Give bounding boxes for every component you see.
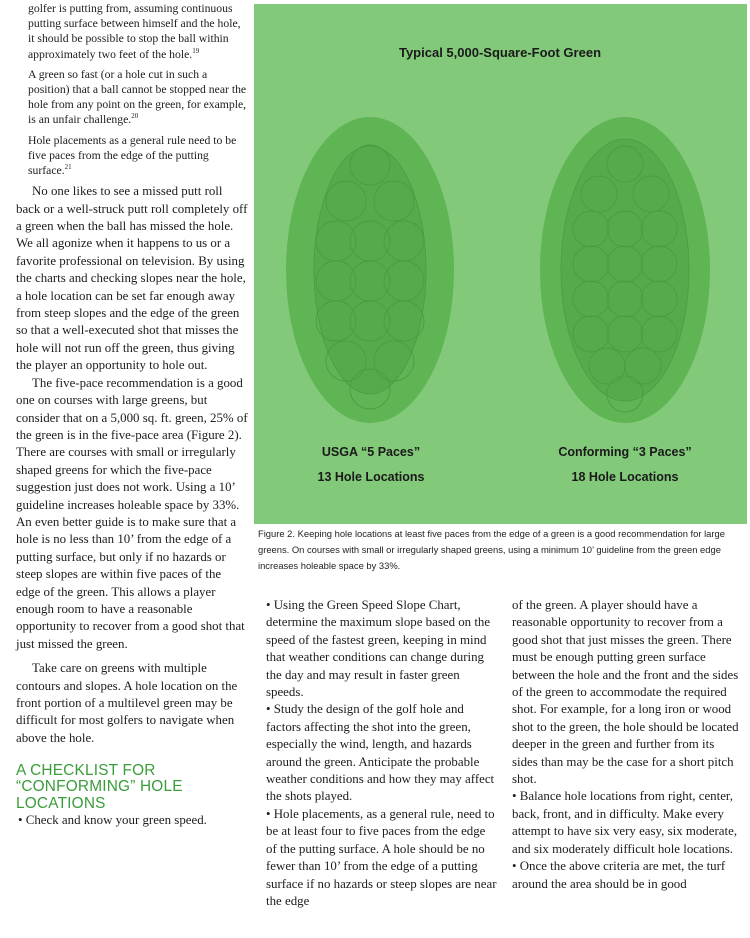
text-paragraph: The five-pace recommendation is a good one on courses with large greens, but consider that on a 5,000 sq. ft. green, 25% of the green is in the five-pace area (Figure 2). There are courses with small or irregularly shaped greens for which the five-pace suggestion just does not work. Using a 10’ guideline increases holeable space by 33%. An even better guide is to make sure that a hole is no less than 10’ from the edge of a putting surface, but only if no hazards or steep slopes are within five paces of the edge of the green. This allows a player enough room to have a reasonable opportunity to recover from a good shot that just missed the green. <box>16 375 248 651</box>
footnote-ref: 20 <box>131 112 139 121</box>
text-paragraph: A green so fast (or a hole cut in such a position) that a ball cannot be stopped near the hole from any point on the green, for example, is an unfair challenge.$^{20}$ <box>28 67 247 127</box>
checklist-item: • Study the design of the golf hole and factors affecting the shot into the green, especially the wind, length, and hazards around the green. Anticipate the probable weather conditions and how they may affect the shots played. <box>262 701 498 805</box>
checklist-item: • Using the Green Speed Slope Chart, determine the maximum slope based on the speed of the fastest green, keeping in mind that weather conditions can change during the day and may result in faster green speeds. <box>262 597 498 701</box>
left-column <box>16 1 248 829</box>
checklist-item: • Check and know your green speed. <box>16 812 248 829</box>
green-diagram <box>254 4 747 524</box>
left-green-count: 13 Hole Locations <box>317 470 425 484</box>
text-paragraph: of the green. A player should have a reasonable opportunity to recover from a good shot that just misses the green. There must be enough putting green surface between the hole and the front and the sides of the green to accommodate the required shot. For example, for a long iron or wood shot to the green, the hole should be located deeper in the green and further from its sides than may be the case for a short pitch shot. <box>512 598 739 787</box>
middle-column <box>262 597 498 910</box>
text-paragraph: No one likes to see a missed putt roll back or a well-struck putt roll completely off a green when the ball has missed the hole. We all agonize when it happens to us or a favorite professional on television. By using the charts and checking slopes near the hole, a hole location can be set far enough away from steep slopes and the edge of the green so that a well-executed shot that misses the hole will not run off the green, thus giving the player an opportunity to hole out. <box>16 184 248 373</box>
figure-caption: Figure 2. Keeping hole locations at least five paces from the edge of a green is a good recommendation for large greens. On courses with small or irregularly shaped greens, using a minimum 10’ guideline from the green edge increases holeable space by 33%. <box>258 528 725 571</box>
footnote-ref: 21 <box>64 163 72 172</box>
checklist-item: • Once the above criteria are met, the turf around the area should be in good <box>512 858 742 893</box>
footnote-ref: 19 <box>192 46 200 55</box>
text-paragraph: Take care on greens with multiple contours and slopes. A hole location on the front portion of a multilevel green may be difficult for most golfers to navigate when above the hole. <box>16 661 238 745</box>
checklist-item: • Balance hole locations from right, center, back, front, and in difficulty. Make every attempt to have six very easy, six moderate, and six moderately difficult hole locations. <box>512 788 742 858</box>
figure-title: Typical 5,000-Square-Foot Green <box>398 45 602 60</box>
right-green-label: Conforming “3 Paces” <box>558 445 692 459</box>
right-green-count: 18 Hole Locations <box>571 470 679 484</box>
right-green <box>540 117 710 423</box>
right-column <box>512 597 742 893</box>
checklist-heading: A CHECKLIST FOR “CONFORMING” HOLE LOCATIONS <box>16 762 183 812</box>
checklist-item: • Hole placements, as a general rule, need to be at least four to five paces from the edge of the putting surface. A hole should be no fewer than 10’ from the edge of a putting surface if no hazards or steep slopes are near the edge <box>262 806 498 910</box>
left-green <box>286 117 454 423</box>
text-paragraph: golfer is putting from, assuming continuous putting surface between himself and the hole, it should be possible to stop the ball within approximately two feet of the hole.$^{19}$ <box>28 2 241 61</box>
left-green-label: USGA “5 Paces” <box>321 445 421 459</box>
five-pace-boundary <box>314 146 426 394</box>
text-paragraph: Hole placements as a general rule need to be five paces from the edge of the putting surface.$^{21}$ <box>28 133 237 178</box>
three-pace-boundary <box>561 139 689 401</box>
green-diagram-figure <box>254 4 747 524</box>
